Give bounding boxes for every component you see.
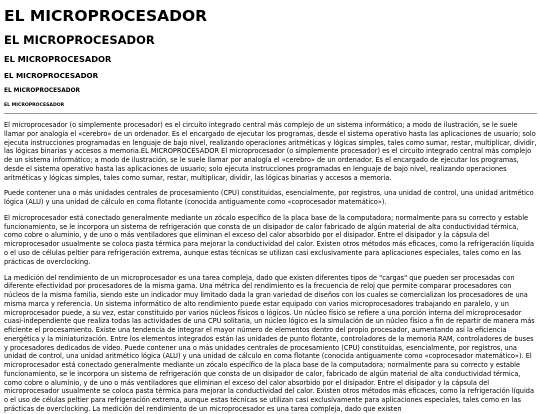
heading-level-3: EL MICROPROCESADOR	[4, 53, 112, 64]
heading-level-2: EL MICROPROCESADOR	[4, 33, 155, 48]
horizontal-rule	[4, 113, 537, 114]
heading-level-6: EL MICROPROCESADOR	[4, 103, 65, 108]
heading-level-4: EL MICROPROCESADOR	[4, 70, 99, 80]
paragraph-cpu-units: Puede contener una o más unidades centrales de procesamiento (CPU) constituidas, esencialmente, por registros, una unidad de control, una unidad aritmético lógica (ALU) y una unidad de cálculo en coma flotante (conocida antiguamente como «coprocesador matemático»).	[4, 189, 534, 207]
heading-level-1: EL MICROPROCESADOR	[4, 7, 208, 25]
paragraph-cooling: El microprocesador está conectado generalmente mediante un zócalo específico de la placa base de la computadora; normalmente para su correcto y estable funcionamiento, se le incorpora un sistema de refrigeración que consta de un disipador de calor fabricado de algún material de alta conductividad térmica, como cobre o aluminio, y de uno o más ventiladores que eliminan el exceso del calor absorbido por el disipador. Entre el disipador y la cápsula del microprocesador usualmente se coloca pasta térmica para mejorar la conductividad del calor. Existen otros métodos más eficaces, como la refrigeración líquida o el uso de células peltier para refrigeración extrema, aunque estas técnicas se utilizan casi exclusivamente para aplicaciones especiales, tales como en las prácticas de overclocking.	[4, 213, 535, 266]
heading-level-5: EL MICROPROCESADOR	[4, 87, 80, 94]
paragraph-definition: El microprocesador (o simplemente procesador) es el circuito integrado central más complejo de un sistema informático; a modo de ilustración, se le suele llamar por analogía el «cerebro» de un ordenador. Es el encargado de ejecutar los programas, desde el sistema operativo hasta las aplicaciones de usuario; solo ejecuta instrucciones programadas en lenguaje de bajo nivel, realizando operaciones aritméticas y lógicas simples, tales como sumar, restar, multiplicar, dividir, las lógicas binarias y accesos a memoria.EL MICROPROCESADOR El microprocesador (o simplemente procesador) es el circuito integrado central más complejo de un sistema informático; a modo de ilustración, se le suele llamar por analogía el «cerebro» de un ordenador. Es el encargado de ejecutar los programas, desde el sistema operativo hasta las aplicaciones de usuario; solo ejecuta instrucciones programadas en lenguaje de bajo nivel, realizando operaciones aritméticas y lógicas simples, tales como sumar, restar, multiplicar, dividir, las lógicas binarias y accesos a memoria.	[4, 121, 537, 182]
paragraph-performance: La medición del rendimiento de un microprocesador es una tarea compleja, dado que existen diferentes tipos de "cargas" que pueden ser procesadas con diferente efectividad por procesadores de la misma gama. Una métrica del rendimiento es la frecuencia de reloj que permite comparar procesadores con núcleos de la misma familia, siendo este un indicador muy limitado dada la gran variedad de diseños con los cuales se comercializan los procesadores de una misma marca y referencia. Un sistema informático de alto rendimiento puede estar equipado con varios microprocesadores trabajando en paralelo, y un microprocesador puede, a su vez, estar constituido por varios núcleos físicos o lógicos. Un núcleo físico se refiere a una porción interna del microprocesador cuasi-independiente que realiza todas las actividades de una CPU solitaria, un núcleo lógico es la simulación de un núcleo físico a fin de repartir de manera más eficiente el procesamiento. Existe una tendencia de integrar el mayor número de elementos dentro del propio procesador, aumentando así la eficiencia energética y la miniaturización. Entre los elementos integrados están las unidades de punto flotante, controladores de la memoria RAM, controladores de buses y procesadores dedicados de vídeo. Puede contener una o más unidades centrales de procesamiento (CPU) constituidas, esencialmente, por registros, una unidad de control, una unidad aritmético lógica (ALU) y una unidad de cálculo en coma flotante (conocida antiguamente como «coprocesador matemático»). El microprocesador está conectado generalmente mediante un zócalo específico de la placa base de la computadora; normalmente para su correcto y estable funcionamiento, se le incorpora un sistema de refrigeración que consta de un disipador de calor, fabricado de algún material de alta conductividad térmica, como cobre o aluminio, y de uno o más ventiladores que eliminan el exceso del calor absorbido por el disipador. Entre el disipador y la cápsula del microprocesador usualmente se coloca pasta térmica para mejorar la conductividad del calor. Existen otros métodos más eficaces, como la refrigeración líquida o el uso de células peltier para refrigeración extrema, aunque estas técnicas se utilizan casi exclusivamente para aplicaciones especiales, tales como en las prácticas de overclocking. La medición del rendimiento de un microprocesador es una tarea compleja, dado que existen	[4, 273, 535, 414]
